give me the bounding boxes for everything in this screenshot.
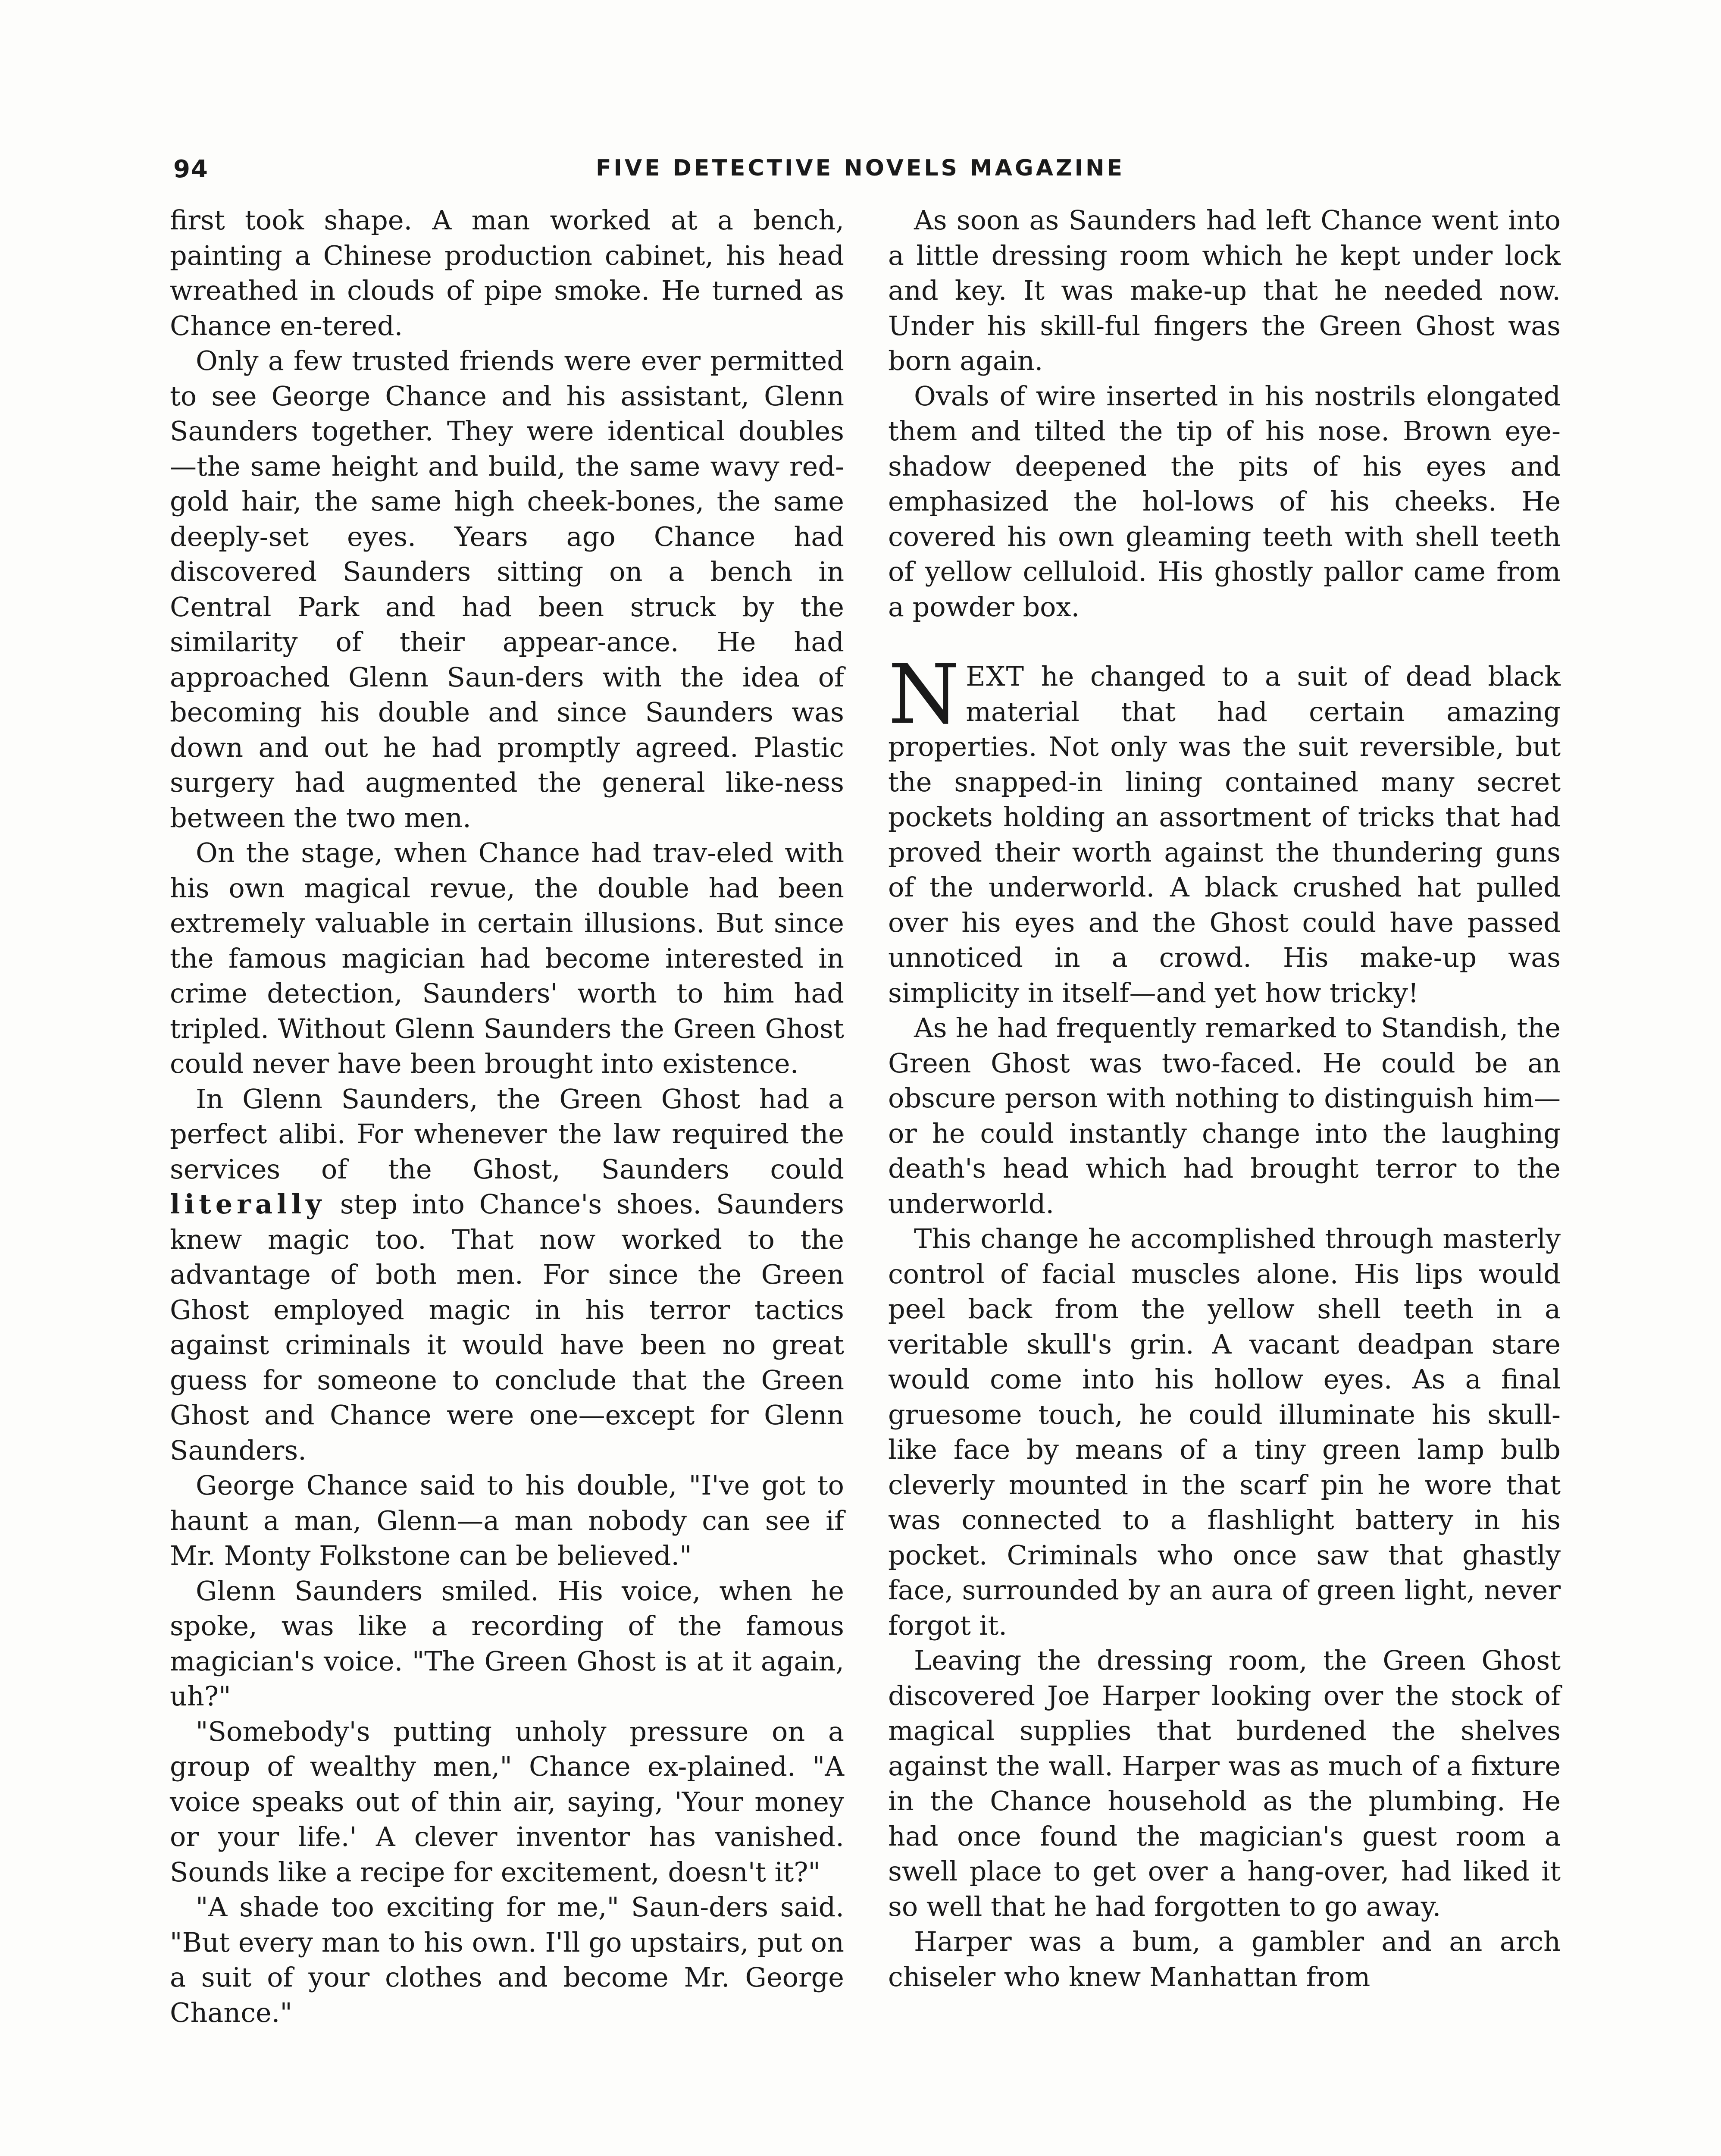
paragraph-text: step into Chance's shoes. Saunders knew magic too. That now worked to the advantage of both men. For since the Green Ghost employed magic in his terror tactics against criminals it would have been no great guess for someone to conclude that the Green Ghost and Chance were one—except for Glenn Saunders.: [170, 1188, 844, 1466]
paragraph: Harper was a bum, a gambler and an arch chiseler who knew Manhattan from: [888, 1926, 1561, 1993]
page-number: 94: [173, 155, 209, 183]
paragraph: Glenn Saunders smiled. His voice, when he spoke, was like a recording of the famous magician's voice. "The Green Ghost is at it again, uh?": [170, 1575, 844, 1712]
drop-cap: N: [888, 647, 960, 742]
paragraph-text: he changed to a suit of dead black material that had certain amazing properties. Not only was the suit reversible, but the snapped-in lining contained many secret pockets holding an assortment of tricks that had proved their worth against the thundering guns of the underworld. A black crushed hat pulled over his eyes and the Ghost could have passed unnoticed in a crowd. His make-up was simplicity in itself—and yet how tricky!: [888, 661, 1561, 1009]
paragraph: Only a few trusted friends were ever permitted to see George Chance and his assistant, Glenn Saunders together. They were identical doubles—the same height and build, the same wavy red-gold hair, the same high cheek-bones, the same deeply-set eyes. Years ago Chance had discovered Saunders sitting on a bench in Central Park and had been struck by the similarity of their appear-ance. He had approached Glenn Saun-ders with the idea of becoming his double and since Saunders was down and out he had promptly agreed. Plastic surgery had augmented the general like-ness between the two men.: [170, 345, 844, 834]
paragraph: George Chance said to his double, "I've got to haunt a man, Glenn—a man nobody can see if Mr. Monty Folkstone can be believed.": [170, 1470, 844, 1571]
lead-in-word: EXT: [966, 661, 1025, 692]
running-title: FIVE DETECTIVE NOVELS MAGAZINE: [596, 155, 1125, 181]
right-column: [888, 203, 1561, 1994]
paragraph: "A shade too exciting for me," Saun-ders said. "But every man to his own. I'll go upstairs, put on a suit of your clothes and become Mr. George Chance.": [170, 1891, 844, 2028]
paragraph: On the stage, when Chance had trav-eled with his own magical revue, the double had been extremely valuable in certain illusions. But since the famous magician had become interested in crime detection, Saunders' worth to him had tripled. Without Glenn Saunders the Green Ghost could never have been brought into existence.: [170, 837, 844, 1079]
paragraph: first took shape. A man worked at a bench, painting a Chinese production cabinet, his head wreathed in clouds of pipe smoke. He turned as Chance en-tered.: [170, 204, 844, 342]
paragraph: Leaving the dressing room, the Green Ghost discovered Joe Harper looking over the stock of magical supplies that burdened the shelves against the wall. Harper was as much of a fixture in the Chance household as the plumbing. He had once found the magician's guest room a swell place to get over a hang-over, had liked it so well that he had forgotten to go away.: [888, 1645, 1561, 1922]
left-column: [170, 203, 844, 2030]
paragraph-text: In Glenn Saunders, the Green Ghost had a perfect alibi. For whenever the law required the services of the Ghost, Saunders could: [170, 1083, 844, 1185]
paragraph: As soon as Saunders had left Chance went into a little dressing room which he kept under lock and key. It was make-up that he needed now. Under his skill-ful fingers the Green Ghost was born again.: [888, 204, 1561, 376]
paragraph: [170, 1081, 844, 1468]
paragraph: This change he accomplished through masterly control of facial muscles alone. His lips would peel back from the yellow shell teeth in a veritable skull's grin. A vacant deadpan stare would come into his hollow eyes. As a final gruesome touch, he could illuminate his skull-like face by means of a tiny green lamp bulb cleverly mounted in the scarf pin he wore that was connected to a flashlight battery in his pocket. Criminals who once saw that ghastly face, surrounded by an aura of green light, never forgot it.: [888, 1223, 1561, 1641]
paragraph: Ovals of wire inserted in his nostrils elongated them and tilted the tip of his nose. Brown eye-shadow deepened the pits of his eyes and emphasized the hol-lows of his cheeks. He covered his own gleaming teeth with shell teeth of yellow celluloid. His ghostly pallor came from a powder box.: [888, 380, 1561, 623]
page-header: [173, 155, 1557, 194]
paragraph: "Somebody's putting unholy pressure on a group of wealthy men," Chance ex-plained. "A voice speaks out of thin air, saying, 'Your money or your life.' A clever inventor has vanished. Sounds like a recipe for excitement, doesn't it?": [170, 1715, 844, 1888]
section-opening-paragraph: [888, 647, 1561, 1010]
paragraph: As he had frequently remarked to Standish, the Green Ghost was two-faced. He could be an obscure person with nothing to distinguish him—or he could instantly change into the laughing death's head which had brought terror to the underworld.: [888, 1012, 1561, 1219]
emphasized-word: literally: [170, 1188, 326, 1220]
